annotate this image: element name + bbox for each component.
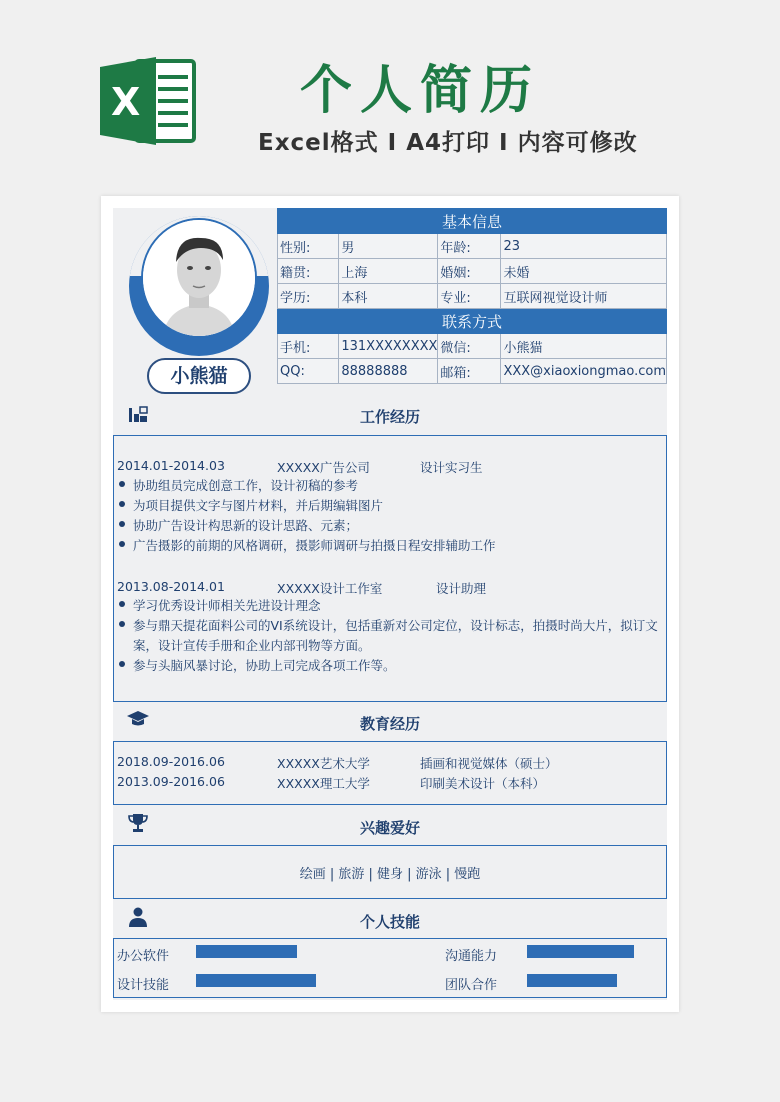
- hobbies-text: 绘画 | 旅游 | 健身 | 游泳 | 慢跑: [299, 867, 481, 882]
- info-label: 婚姻:: [438, 259, 501, 284]
- skills-box: [113, 938, 667, 998]
- job-bullet-text: 协助广告设计构思新的设计思路、元素；: [133, 518, 359, 533]
- skills-section-title: 个人技能: [359, 913, 420, 931]
- job-bullet-text: 为项目提供文字与图片材料，并后期编辑图片: [133, 498, 384, 513]
- info-label: 专业:: [438, 284, 501, 309]
- info-value: 23: [501, 234, 667, 259]
- contact-row: [278, 334, 667, 359]
- info-label: 籍贯:: [278, 259, 339, 284]
- contact-value: 88888888: [339, 359, 438, 384]
- info-label: 性别:: [278, 234, 339, 259]
- info-row: [278, 284, 667, 309]
- contact-label: 手机:: [278, 334, 339, 359]
- info-value: 未婚: [501, 259, 667, 284]
- edu-school: XXXXX理工大学: [277, 776, 370, 791]
- job-bullet: [117, 596, 663, 616]
- education-box: [113, 741, 667, 805]
- info-value: 男: [339, 234, 438, 259]
- info-row: [278, 259, 667, 284]
- skill-bar: [196, 945, 297, 958]
- job-bullet-text: 参与头脑风暴讨论，协助上司完成各项工作等。: [133, 658, 396, 673]
- contact-value: 小熊猫: [501, 334, 667, 359]
- skill-bar: [196, 974, 316, 987]
- person-photo-icon: [143, 220, 255, 336]
- job-bullet: [117, 476, 663, 496]
- info-value: 互联网视觉设计师: [501, 284, 667, 309]
- skill-bar: [527, 974, 617, 987]
- job-bullet-text: 协助组员完成创意工作，设计初稿的参考: [133, 478, 359, 493]
- resume-card: [101, 196, 679, 1012]
- education-section-title: 教育经历: [359, 715, 420, 733]
- contact-value: XXX@xiaoxiongmao.com: [501, 359, 667, 384]
- edu-school: XXXXX艺术大学: [277, 756, 370, 771]
- contact-label: 邮箱:: [438, 359, 501, 384]
- contact-value: 131XXXXXXXX: [339, 334, 438, 359]
- job-bullet-text: 学习优秀设计师相关先进设计理念: [133, 598, 321, 613]
- skill-name: 团队合作: [445, 978, 498, 993]
- job-bullet: [117, 656, 663, 676]
- hobbies-box: [113, 845, 667, 899]
- edu-period: 2013.09-2016.06: [117, 774, 225, 789]
- skill-bar: [527, 945, 634, 958]
- info-row: [278, 234, 667, 259]
- job-bullet: [117, 616, 663, 656]
- resume-sheet: [113, 208, 667, 1000]
- skill-name: 办公软件: [117, 949, 170, 964]
- job-bullet: [117, 536, 663, 556]
- info-value: 本科: [339, 284, 438, 309]
- job-role: 设计助理: [436, 581, 487, 596]
- contact-label: QQ:: [278, 359, 339, 384]
- excel-logo-icon: [100, 55, 198, 147]
- basic-info-header: 基本信息: [278, 209, 667, 234]
- job-bullet: [117, 516, 663, 536]
- edu-major: 插画和视觉媒体（硕士）: [420, 756, 558, 771]
- info-label: 学历:: [278, 284, 339, 309]
- work-section-title: 工作经历: [359, 408, 420, 426]
- skill-name: 沟通能力: [445, 949, 498, 964]
- job-bullet-text: 参与鼎天提花面料公司的VI系统设计，包括重新对公司定位，设计标志，拍摄时尚大片，拟订文案，设计宣传手册和企业内部刊物等方面。: [133, 618, 658, 653]
- skill-name: 设计技能: [117, 978, 170, 993]
- job-role: 设计实习生: [420, 460, 483, 475]
- svg-text:X: X: [111, 80, 141, 124]
- job-company: XXXXX设计工作室: [277, 581, 383, 596]
- job-bullet: [117, 496, 663, 516]
- basic-info-table: [277, 208, 667, 384]
- hobbies-section-title: 兴趣爱好: [359, 819, 420, 837]
- job-period: 2013.08-2014.01: [117, 579, 225, 594]
- job-bullet-text: 广告摄影的前期的风格调研，摄影师调研与拍摄日程安排辅助工作: [133, 538, 496, 553]
- job-company: XXXXX广告公司: [277, 460, 370, 475]
- avatar: [129, 216, 269, 356]
- avatar-photo: [141, 218, 257, 338]
- candidate-name: 小熊猫: [147, 358, 251, 394]
- contact-header: 联系方式: [278, 309, 667, 334]
- banner-subtitle: Excel格式 I A4打印 I 内容可修改: [258, 130, 638, 156]
- edu-period: 2018.09-2016.06: [117, 754, 225, 769]
- info-value: 上海: [339, 259, 438, 284]
- job-period: 2014.01-2014.03: [117, 458, 225, 473]
- work-box: [113, 435, 667, 702]
- info-label: 年龄:: [438, 234, 501, 259]
- edu-major: 印刷美术设计（本科）: [420, 776, 546, 791]
- banner-title: 个人简历: [300, 61, 541, 121]
- contact-row: [278, 359, 667, 384]
- contact-label: 微信:: [438, 334, 501, 359]
